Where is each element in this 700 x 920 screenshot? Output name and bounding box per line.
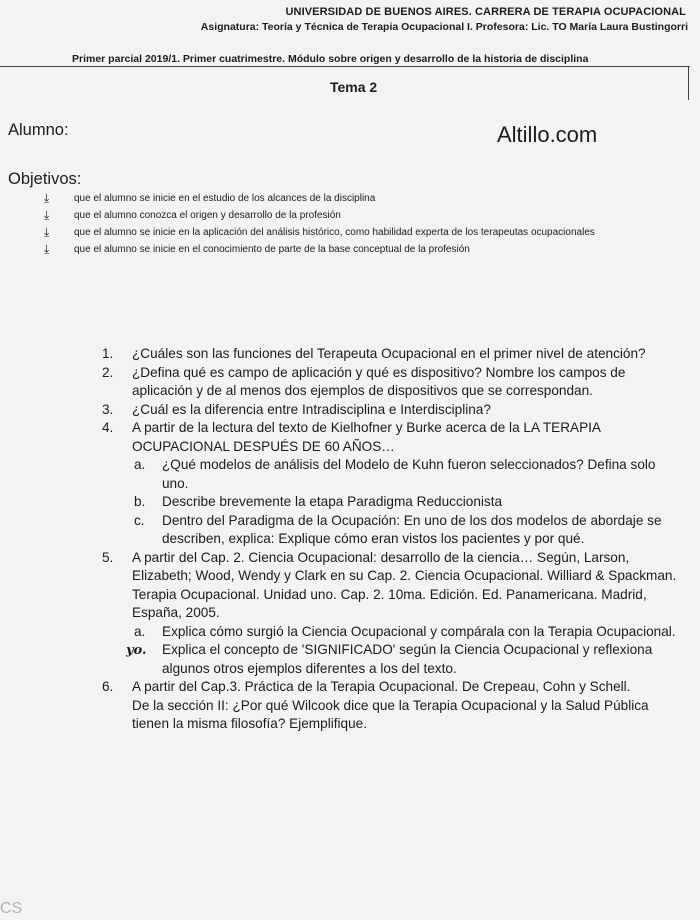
objectives-title: Objetivos: xyxy=(8,170,82,188)
scan-corner-artifact: CS xyxy=(0,900,23,917)
question-4a: a. ¿Qué modelos de análisis del Modelo de Kuhn fueron seleccionados? Defina solo uno. xyxy=(134,457,656,491)
subject-header: Asignatura: Teoría y Técnica de Terapia Ocupacional I. Profesora: Lic. TO María Laura Bustingorri xyxy=(200,21,688,33)
tema-title: Tema 2 xyxy=(330,79,378,95)
header-rule xyxy=(0,66,690,67)
arrow-bullet-icon: ⤓ xyxy=(44,208,50,222)
university-header: UNIVERSIDAD DE BUENOS AIRES. CARRERA DE TERAPIA OCUPACIONAL xyxy=(285,6,686,18)
question-5a: a. Explica cómo surgió la Ciencia Ocupacional y compárala con la Terapia Ocupacional. xyxy=(134,623,676,639)
questions-list xyxy=(102,345,678,734)
question-2: 2. ¿Defina qué es campo de aplicación y qué es dispositivo? Nombre los campos de aplicación y de al menos dos ejemplos de dispositivos que se correspondan. xyxy=(102,364,626,398)
arrow-bullet-icon: ⤓ xyxy=(44,242,50,256)
handwritten-mark: yo. xyxy=(126,643,147,658)
question-6: 6. A partir del Cap.3. Práctica de la Terapia Ocupacional. De Crepeau, Cohn y Schell. De la sección II: ¿Por qué Wilcook dice que la Terapia Ocupacional y la Salud Pública tienen la misma filosofía? Ejemplifique. xyxy=(102,679,649,731)
question-4: 4. A partir de la lectura del texto de Kielhofner y Burke acerca de la LA TERAPIA OCUPACIONAL DESPUÉS DE 60 AÑOS… a. ¿Qué modelos de análisis del Modelo de Kuhn fueron seleccionados? Defina solo uno. b. Describe brevemente la etapa Paradigma Reduccionista c. Dentro del Paradigma de la Ocupación: En uno de los dos modelos de abordaje se describen, explica: Explique cómo eran vistos los pacientes y por qué. xyxy=(102,419,678,549)
question-5b: yo. Explica el concepto de 'SIGNIFICADO' según la Ciencia Ocupacional y reflexiona algunos otros ejemplos diferentes a los del texto. xyxy=(126,642,653,676)
question-4b: b. Describe brevemente la etapa Paradigma Reduccionista xyxy=(134,494,503,509)
question-1: 1. ¿Cuáles son las funciones del Terapeuta Ocupacional en el primer nivel de atención? xyxy=(102,346,646,361)
arrow-bullet-icon: ⤓ xyxy=(44,225,50,239)
header-box-edge xyxy=(688,66,689,100)
student-label: Alumno: xyxy=(8,121,69,139)
objectives-list xyxy=(44,193,644,261)
objective-item: ⤓ que el alumno se inicie en el conocimiento de parte de la base conceptual de la profesión xyxy=(44,242,470,256)
watermark: Altillo.com xyxy=(497,122,598,147)
objective-item: ⤓ que el alumno se inicie en la aplicación del análisis histórico, como habilidad experta de los terapeutas ocupacionales xyxy=(44,225,595,239)
objective-item: ⤓ que el alumno se inicie en el estudio de los alcances de la disciplina xyxy=(44,191,376,205)
exam-header: Primer parcial 2019/1. Primer cuatrimestre. Módulo sobre origen y desarrollo de la historia de disciplina xyxy=(72,53,589,65)
question-4c: c. Dentro del Paradigma de la Ocupación: En uno de los dos modelos de abordaje se describen, explica: Explique cómo eran vistos los pacientes y por qué. xyxy=(134,512,662,546)
arrow-bullet-icon: ⤓ xyxy=(44,191,50,205)
question-5: 5. A partir del Cap. 2. Ciencia Ocupacional: desarrollo de la ciencia… Según, Larson, Elizabeth; Wood, Wendy y Clark en su Cap. 2. Ciencia Ocupacional. Williard & Spackman. Terapia Ocupacional. Unidad uno. Cap. 2. 10ma. Edición. Ed. Panamericana. Madrid, España, 2005. a. Explica cómo surgió la Ciencia Ocupacional y compárala con la Terapia Ocupacional. yo. Explica el concepto de 'SIGNIFICADO' según la Ciencia Ocupacional y reflexiona algunos otros ejemplos diferentes a los del texto. xyxy=(102,549,678,679)
question-3: 3. ¿Cuál es la diferencia entre Intradisciplina e Interdisciplina? xyxy=(102,401,491,417)
objective-item: ⤓ que el alumno conozca el origen y desarrollo de la profesión xyxy=(44,208,341,222)
